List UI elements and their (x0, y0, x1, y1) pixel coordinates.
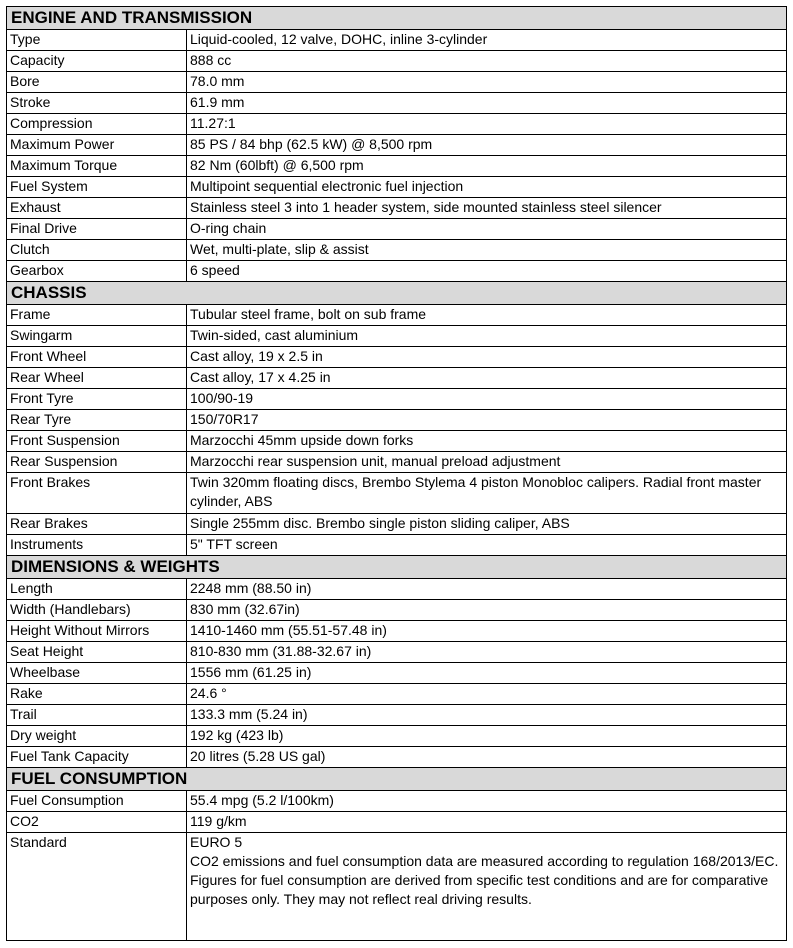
spec-label: Clutch (7, 240, 187, 261)
spec-label: Front Suspension (7, 431, 187, 452)
spec-row (7, 600, 787, 621)
spec-label: Trail (7, 705, 187, 726)
standard-value: EURO 5 (190, 834, 243, 850)
section-header-row (7, 556, 787, 579)
spec-label: Type (7, 30, 187, 51)
spec-value: Cast alloy, 19 x 2.5 in (187, 347, 787, 368)
spec-value: Wet, multi-plate, slip & assist (187, 240, 787, 261)
spec-label: Bore (7, 72, 187, 93)
spec-label: Gearbox (7, 261, 187, 282)
spec-row (7, 726, 787, 747)
spec-value: 24.6 ° (187, 684, 787, 705)
spec-value: 119 g/km (187, 812, 787, 833)
spec-row (7, 579, 787, 600)
spec-value: Cast alloy, 17 x 4.25 in (187, 368, 787, 389)
section-header-row (7, 7, 787, 30)
spec-value: 55.4 mpg (5.2 l/100km) (187, 791, 787, 812)
spec-row (7, 93, 787, 114)
spec-value: Twin-sided, cast aluminium (187, 326, 787, 347)
spec-label: CO2 (7, 812, 187, 833)
spec-value: O-ring chain (187, 219, 787, 240)
spec-label: Standard (7, 833, 187, 941)
spec-label: Instruments (7, 535, 187, 556)
spec-row (7, 747, 787, 768)
spec-value: 100/90-19 (187, 389, 787, 410)
spec-row (7, 705, 787, 726)
spec-value: Tubular steel frame, bolt on sub frame (187, 305, 787, 326)
spec-value: 82 Nm (60lbft) @ 6,500 rpm (187, 156, 787, 177)
spec-row (7, 473, 787, 514)
section-title: CHASSIS (7, 282, 787, 305)
standard-note: CO2 emissions and fuel consumption data are measured according to regulation 168/2013/EC. Figures for fuel consumption are derived from specific test conditions and are for comparative purposes only. They may not reflect real driving results. (190, 853, 779, 907)
spec-row (7, 240, 787, 261)
spec-label: Maximum Power (7, 135, 187, 156)
spec-label: Final Drive (7, 219, 187, 240)
spec-value: 11.27:1 (187, 114, 787, 135)
spec-value: 830 mm (32.67in) (187, 600, 787, 621)
spec-label: Swingarm (7, 326, 187, 347)
spec-label: Fuel Consumption (7, 791, 187, 812)
spec-label: Front Brakes (7, 473, 187, 514)
spec-value: 5" TFT screen (187, 535, 787, 556)
spec-value (187, 833, 787, 941)
spec-value: Multipoint sequential electronic fuel injection (187, 177, 787, 198)
spec-label: Front Wheel (7, 347, 187, 368)
spec-row (7, 621, 787, 642)
spec-row (7, 431, 787, 452)
spec-label: Fuel System (7, 177, 187, 198)
spec-value: 85 PS / 84 bhp (62.5 kW) @ 8,500 rpm (187, 135, 787, 156)
spec-label: Height Without Mirrors (7, 621, 187, 642)
spec-label: Exhaust (7, 198, 187, 219)
spec-label: Rake (7, 684, 187, 705)
spec-label: Dry weight (7, 726, 187, 747)
spec-label: Maximum Torque (7, 156, 187, 177)
spec-value: 810-830 mm (31.88-32.67 in) (187, 642, 787, 663)
spec-row (7, 452, 787, 473)
spec-row (7, 305, 787, 326)
spec-row (7, 368, 787, 389)
spec-label: Length (7, 579, 187, 600)
spec-row (7, 663, 787, 684)
spec-label: Fuel Tank Capacity (7, 747, 187, 768)
spec-row-standard (7, 833, 787, 941)
section-header-row (7, 282, 787, 305)
spec-row (7, 791, 787, 812)
section-header-row (7, 768, 787, 791)
spec-value: 150/70R17 (187, 410, 787, 431)
spec-table (6, 6, 787, 941)
spec-row (7, 514, 787, 535)
spec-row (7, 135, 787, 156)
spec-value: Twin 320mm floating discs, Brembo Stylema 4 piston Monobloc calipers. Radial front master cylinder, ABS (187, 473, 787, 514)
spec-label: Seat Height (7, 642, 187, 663)
spec-value: 133.3 mm (5.24 in) (187, 705, 787, 726)
spec-value: Stainless steel 3 into 1 header system, side mounted stainless steel silencer (187, 198, 787, 219)
spec-value: Marzocchi rear suspension unit, manual preload adjustment (187, 452, 787, 473)
spec-row (7, 684, 787, 705)
spec-table-body (7, 7, 787, 941)
spec-row (7, 535, 787, 556)
spec-row (7, 347, 787, 368)
spec-value: 20 litres (5.28 US gal) (187, 747, 787, 768)
spec-value: 192 kg (423 lb) (187, 726, 787, 747)
spec-row (7, 51, 787, 72)
spec-row (7, 261, 787, 282)
spec-label: Rear Suspension (7, 452, 187, 473)
spec-label: Wheelbase (7, 663, 187, 684)
spec-label: Capacity (7, 51, 187, 72)
spec-label: Rear Brakes (7, 514, 187, 535)
spec-value: Single 255mm disc. Brembo single piston sliding caliper, ABS (187, 514, 787, 535)
spec-row (7, 177, 787, 198)
spec-value: 1556 mm (61.25 in) (187, 663, 787, 684)
spec-row (7, 389, 787, 410)
spec-label: Rear Wheel (7, 368, 187, 389)
spec-value: 888 cc (187, 51, 787, 72)
spec-label: Width (Handlebars) (7, 600, 187, 621)
spec-value: 6 speed (187, 261, 787, 282)
spec-label: Rear Tyre (7, 410, 187, 431)
spec-row (7, 812, 787, 833)
spec-value: 1410-1460 mm (55.51-57.48 in) (187, 621, 787, 642)
spec-row (7, 219, 787, 240)
spec-value: 61.9 mm (187, 93, 787, 114)
spec-value: 2248 mm (88.50 in) (187, 579, 787, 600)
spec-label: Stroke (7, 93, 187, 114)
spec-row (7, 156, 787, 177)
spec-label: Compression (7, 114, 187, 135)
section-title: ENGINE AND TRANSMISSION (7, 7, 787, 30)
spec-row (7, 642, 787, 663)
spec-row (7, 198, 787, 219)
section-title: DIMENSIONS & WEIGHTS (7, 556, 787, 579)
spec-label: Front Tyre (7, 389, 187, 410)
spec-value: 78.0 mm (187, 72, 787, 93)
spec-value: Marzocchi 45mm upside down forks (187, 431, 787, 452)
spec-row (7, 30, 787, 51)
spec-row (7, 72, 787, 93)
section-title: FUEL CONSUMPTION (7, 768, 787, 791)
spec-row (7, 114, 787, 135)
spec-row (7, 410, 787, 431)
spec-label: Frame (7, 305, 187, 326)
spec-value: Liquid-cooled, 12 valve, DOHC, inline 3-cylinder (187, 30, 787, 51)
spec-row (7, 326, 787, 347)
